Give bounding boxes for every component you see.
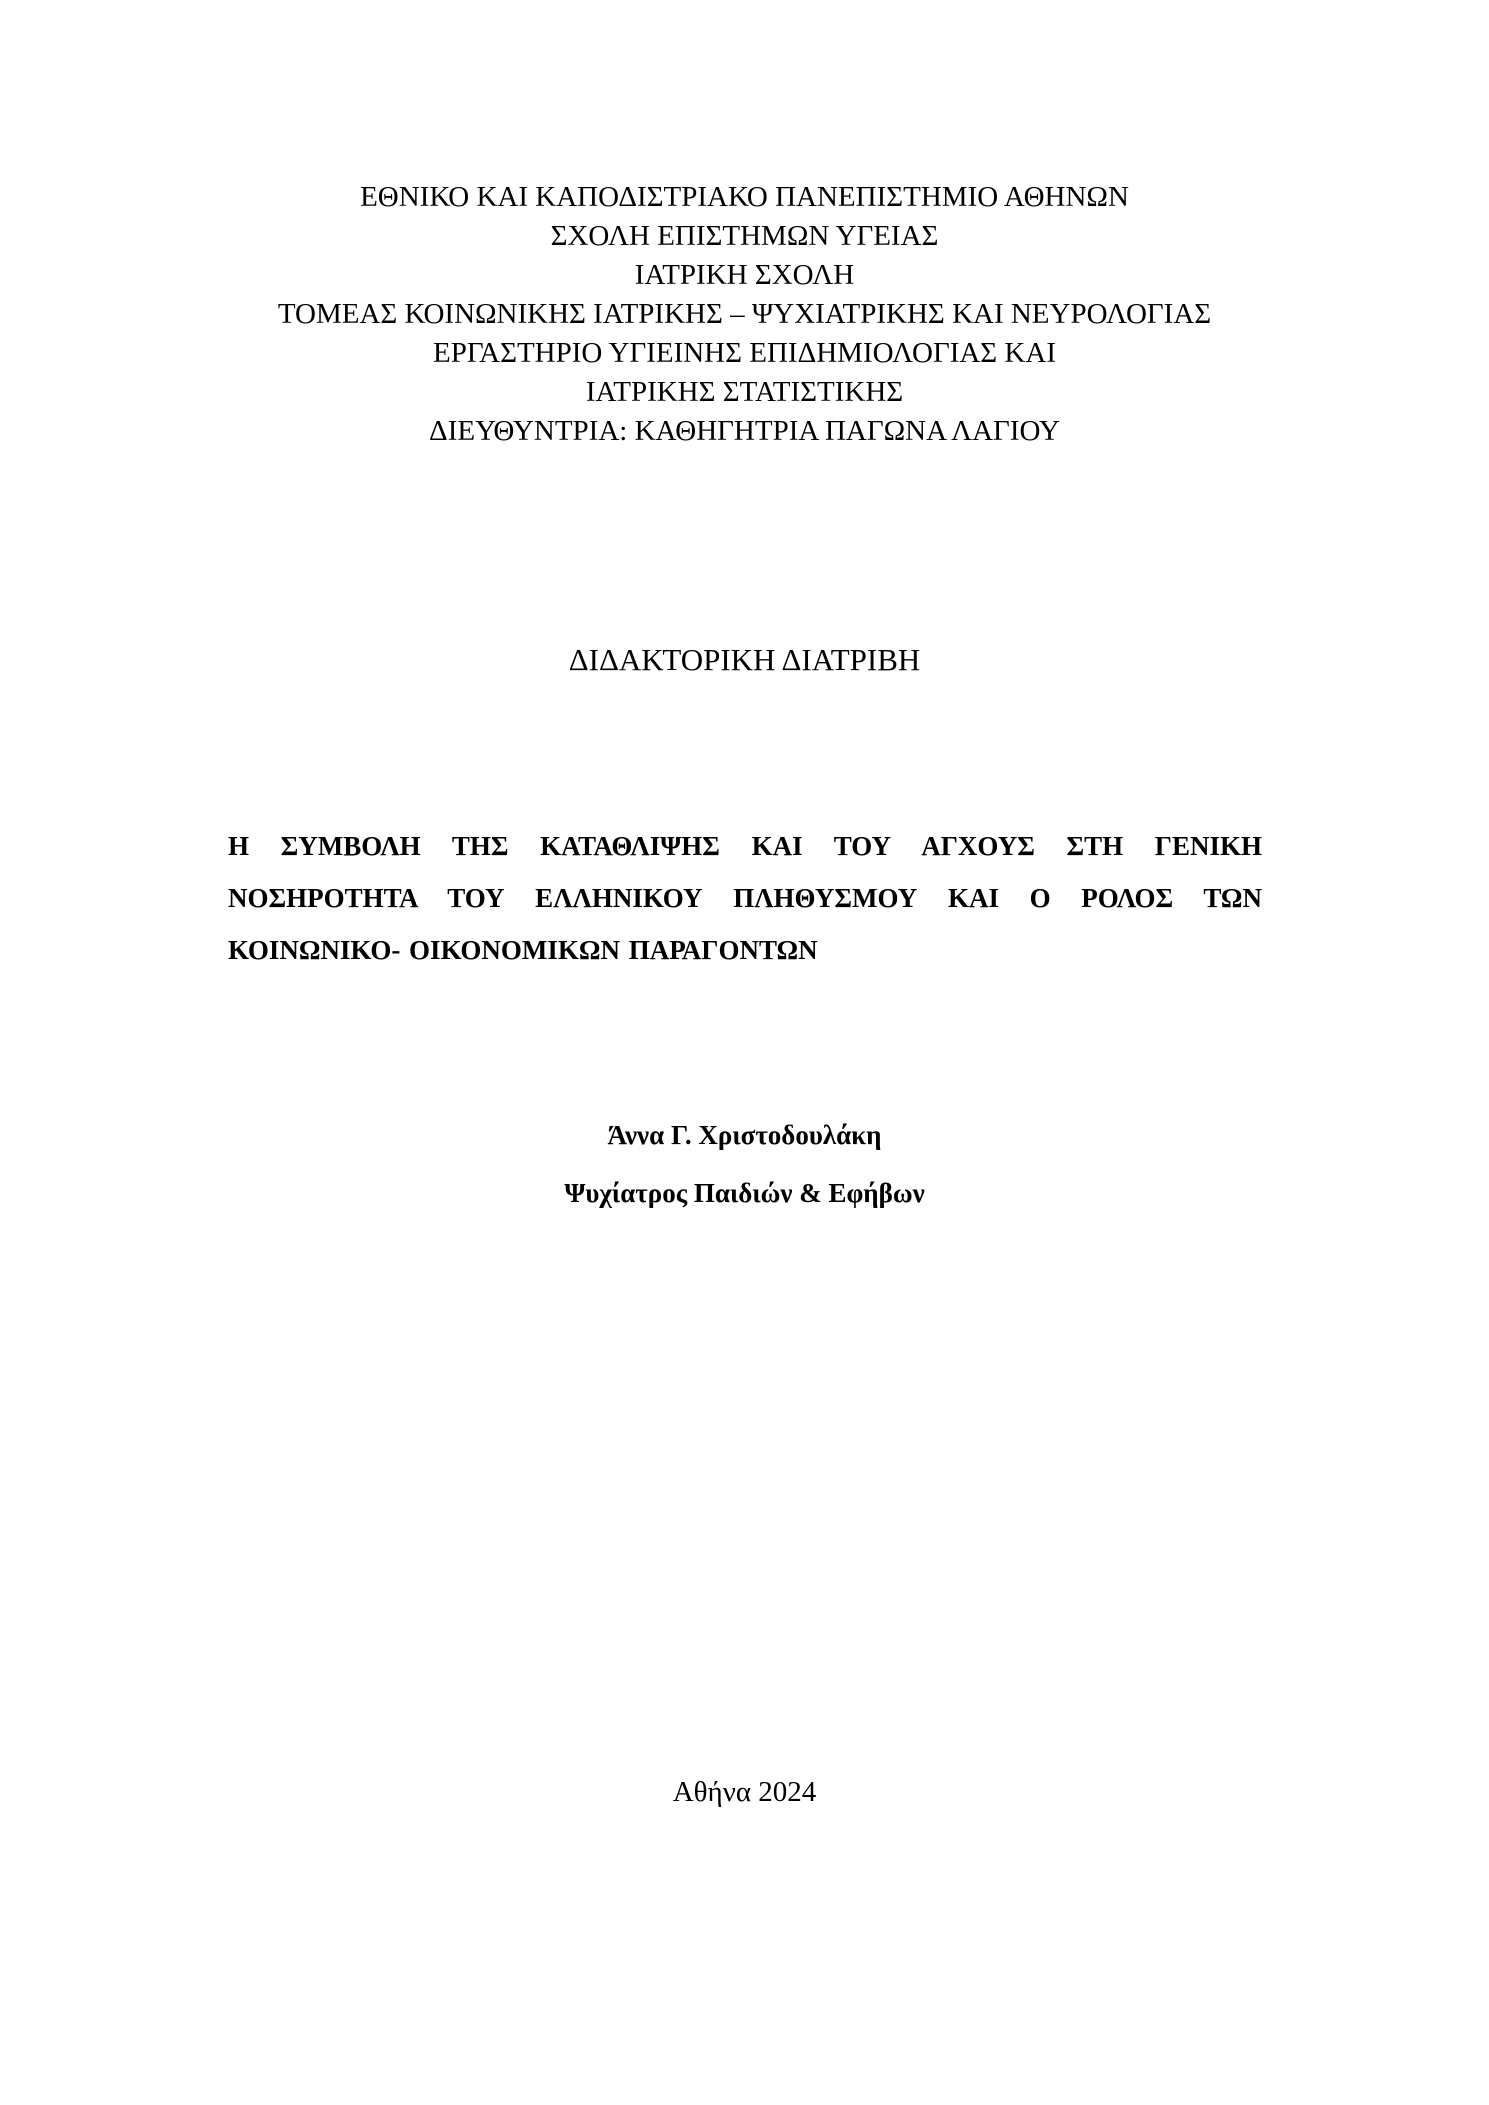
thesis-title-line-2: ΝΟΣΗΡΟΤΗΤΑ ΤΟΥ ΕΛΛΗΝΙΚΟΥ ΠΛΗΘΥΣΜΟΥ ΚΑΙ Ο ΡΟΛΟΣ ΤΩΝ: [228, 883, 1262, 913]
thesis-title: [228, 820, 1262, 976]
laboratory-name-line-2: ΙΑΤΡΙΚΗΣ ΣΤΑΤΙΣΤΙΚΗΣ: [585, 376, 904, 408]
university-name: ΕΘΝΙΚΟ ΚΑΙ ΚΑΠΟΔΙΣΤΡΙΑΚΟ ΠΑΝΕΠΙΣΤΗΜΙΟ ΑΘΗΝΩΝ: [360, 181, 1129, 213]
thesis-type: ΔΙΔΑΚΤΟΡΙΚΗ ΔΙΑΤΡΙΒΗ: [568, 642, 921, 677]
laboratory-name-line-1: ΕΡΓΑΣΤΗΡΙΟ ΥΓΙΕΙΝΗΣ ΕΠΙΔΗΜΙΟΛΟΓΙΑΣ ΚΑΙ: [433, 337, 1056, 369]
place-year: Αθήνα 2024: [672, 1776, 817, 1808]
school-name: ΣΧΟΛΗ ΕΠΙΣΤΗΜΩΝ ΥΓΕΙΑΣ: [550, 220, 939, 252]
author-name: Άννα Γ. Χριστοδουλάκη: [607, 1120, 882, 1150]
author-block: [0, 1106, 1489, 1222]
thesis-title-line-3: ΚΟΙΝΩΝΙΚΟ- ΟΙΚΟΝΟΜΙΚΩΝ ΠΑΡΑΓΟΝΤΩΝ: [228, 935, 818, 965]
director-line: ΔΙΕΥΘΥΝΤΡΙΑ: ΚΑΘΗΓΗΤΡΙΑ ΠΑΓΩΝΑ ΛΑΓΙΟΥ: [429, 415, 1060, 447]
institution-header: [0, 178, 1489, 451]
author-specialty: Ψυχίατρος Παιδιών & Εφήβων: [564, 1178, 925, 1208]
department-name: ΤΟΜΕΑΣ ΚΟΙΝΩΝΙΚΗΣ ΙΑΤΡΙΚΗΣ – ΨΥΧΙΑΤΡΙΚΗΣ ΚΑΙ ΝΕΥΡΟΛΟΓΙΑΣ: [277, 298, 1212, 330]
faculty-name: ΙΑΤΡΙΚΗ ΣΧΟΛΗ: [634, 259, 855, 291]
thesis-title-line-1: Η ΣΥΜΒΟΛΗ ΤΗΣ ΚΑΤΑΘΛΙΨΗΣ ΚΑΙ ΤΟΥ ΑΓΧΟΥΣ ΣΤΗ ΓΕΝΙΚΗ: [228, 831, 1262, 861]
